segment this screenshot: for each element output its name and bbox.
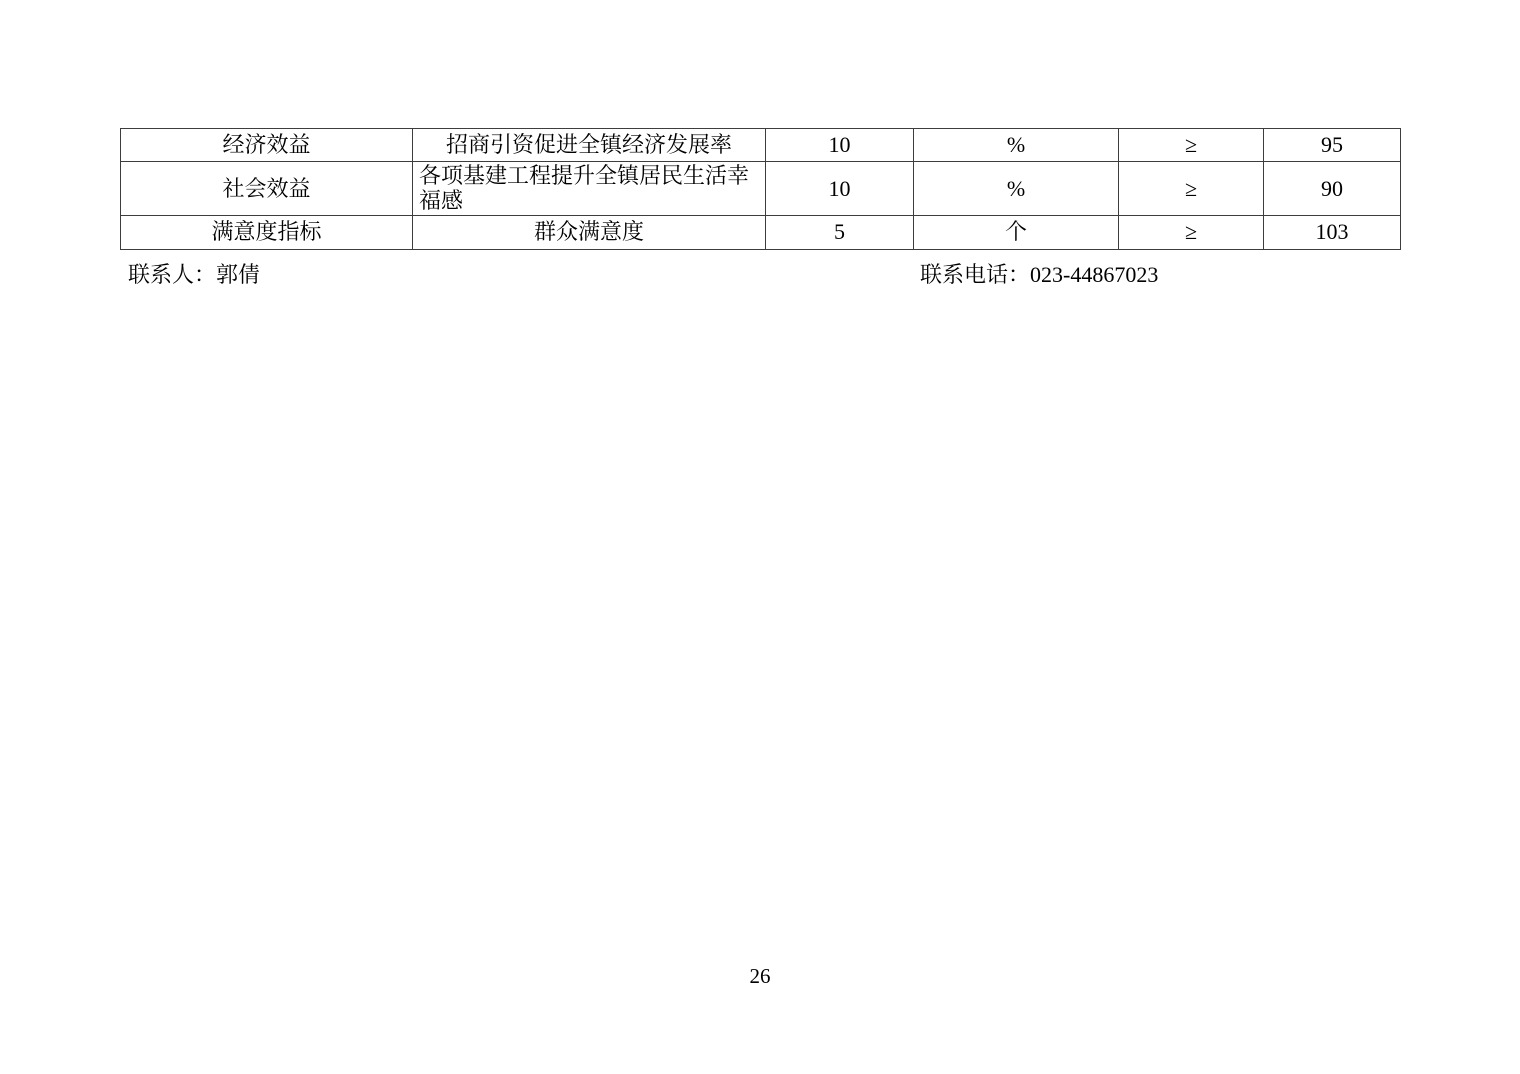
table-row xyxy=(121,129,1401,162)
contact-phone: 联系电话：023-44867023 xyxy=(920,262,1159,287)
cell-indicator: 招商引资促进全镇经济发展率 xyxy=(413,129,766,162)
cell-category: 社会效益 xyxy=(121,162,413,216)
performance-indicator-table xyxy=(120,128,1401,250)
cell-unit: 个 xyxy=(914,215,1119,249)
cell-comparator: ≥ xyxy=(1119,162,1264,216)
cell-category: 经济效益 xyxy=(121,129,413,162)
cell-indicator: 各项基建工程提升全镇居民生活幸福感 xyxy=(413,162,766,216)
cell-unit: % xyxy=(914,129,1119,162)
cell-target: 95 xyxy=(1264,129,1401,162)
cell-comparator: ≥ xyxy=(1119,215,1264,249)
contact-person: 联系人：郭倩 xyxy=(128,262,261,287)
cell-comparator: ≥ xyxy=(1119,129,1264,162)
cell-indicator: 群众满意度 xyxy=(413,215,766,249)
cell-target: 103 xyxy=(1264,215,1401,249)
cell-target: 90 xyxy=(1264,162,1401,216)
cell-weight: 10 xyxy=(766,129,914,162)
cell-unit: % xyxy=(914,162,1119,216)
cell-weight: 10 xyxy=(766,162,914,216)
page-number: 26 xyxy=(749,964,771,988)
table-row xyxy=(121,215,1401,249)
contact-line xyxy=(120,258,1400,288)
cell-weight: 5 xyxy=(766,215,914,249)
table-row xyxy=(121,162,1401,216)
cell-category: 满意度指标 xyxy=(121,215,413,249)
